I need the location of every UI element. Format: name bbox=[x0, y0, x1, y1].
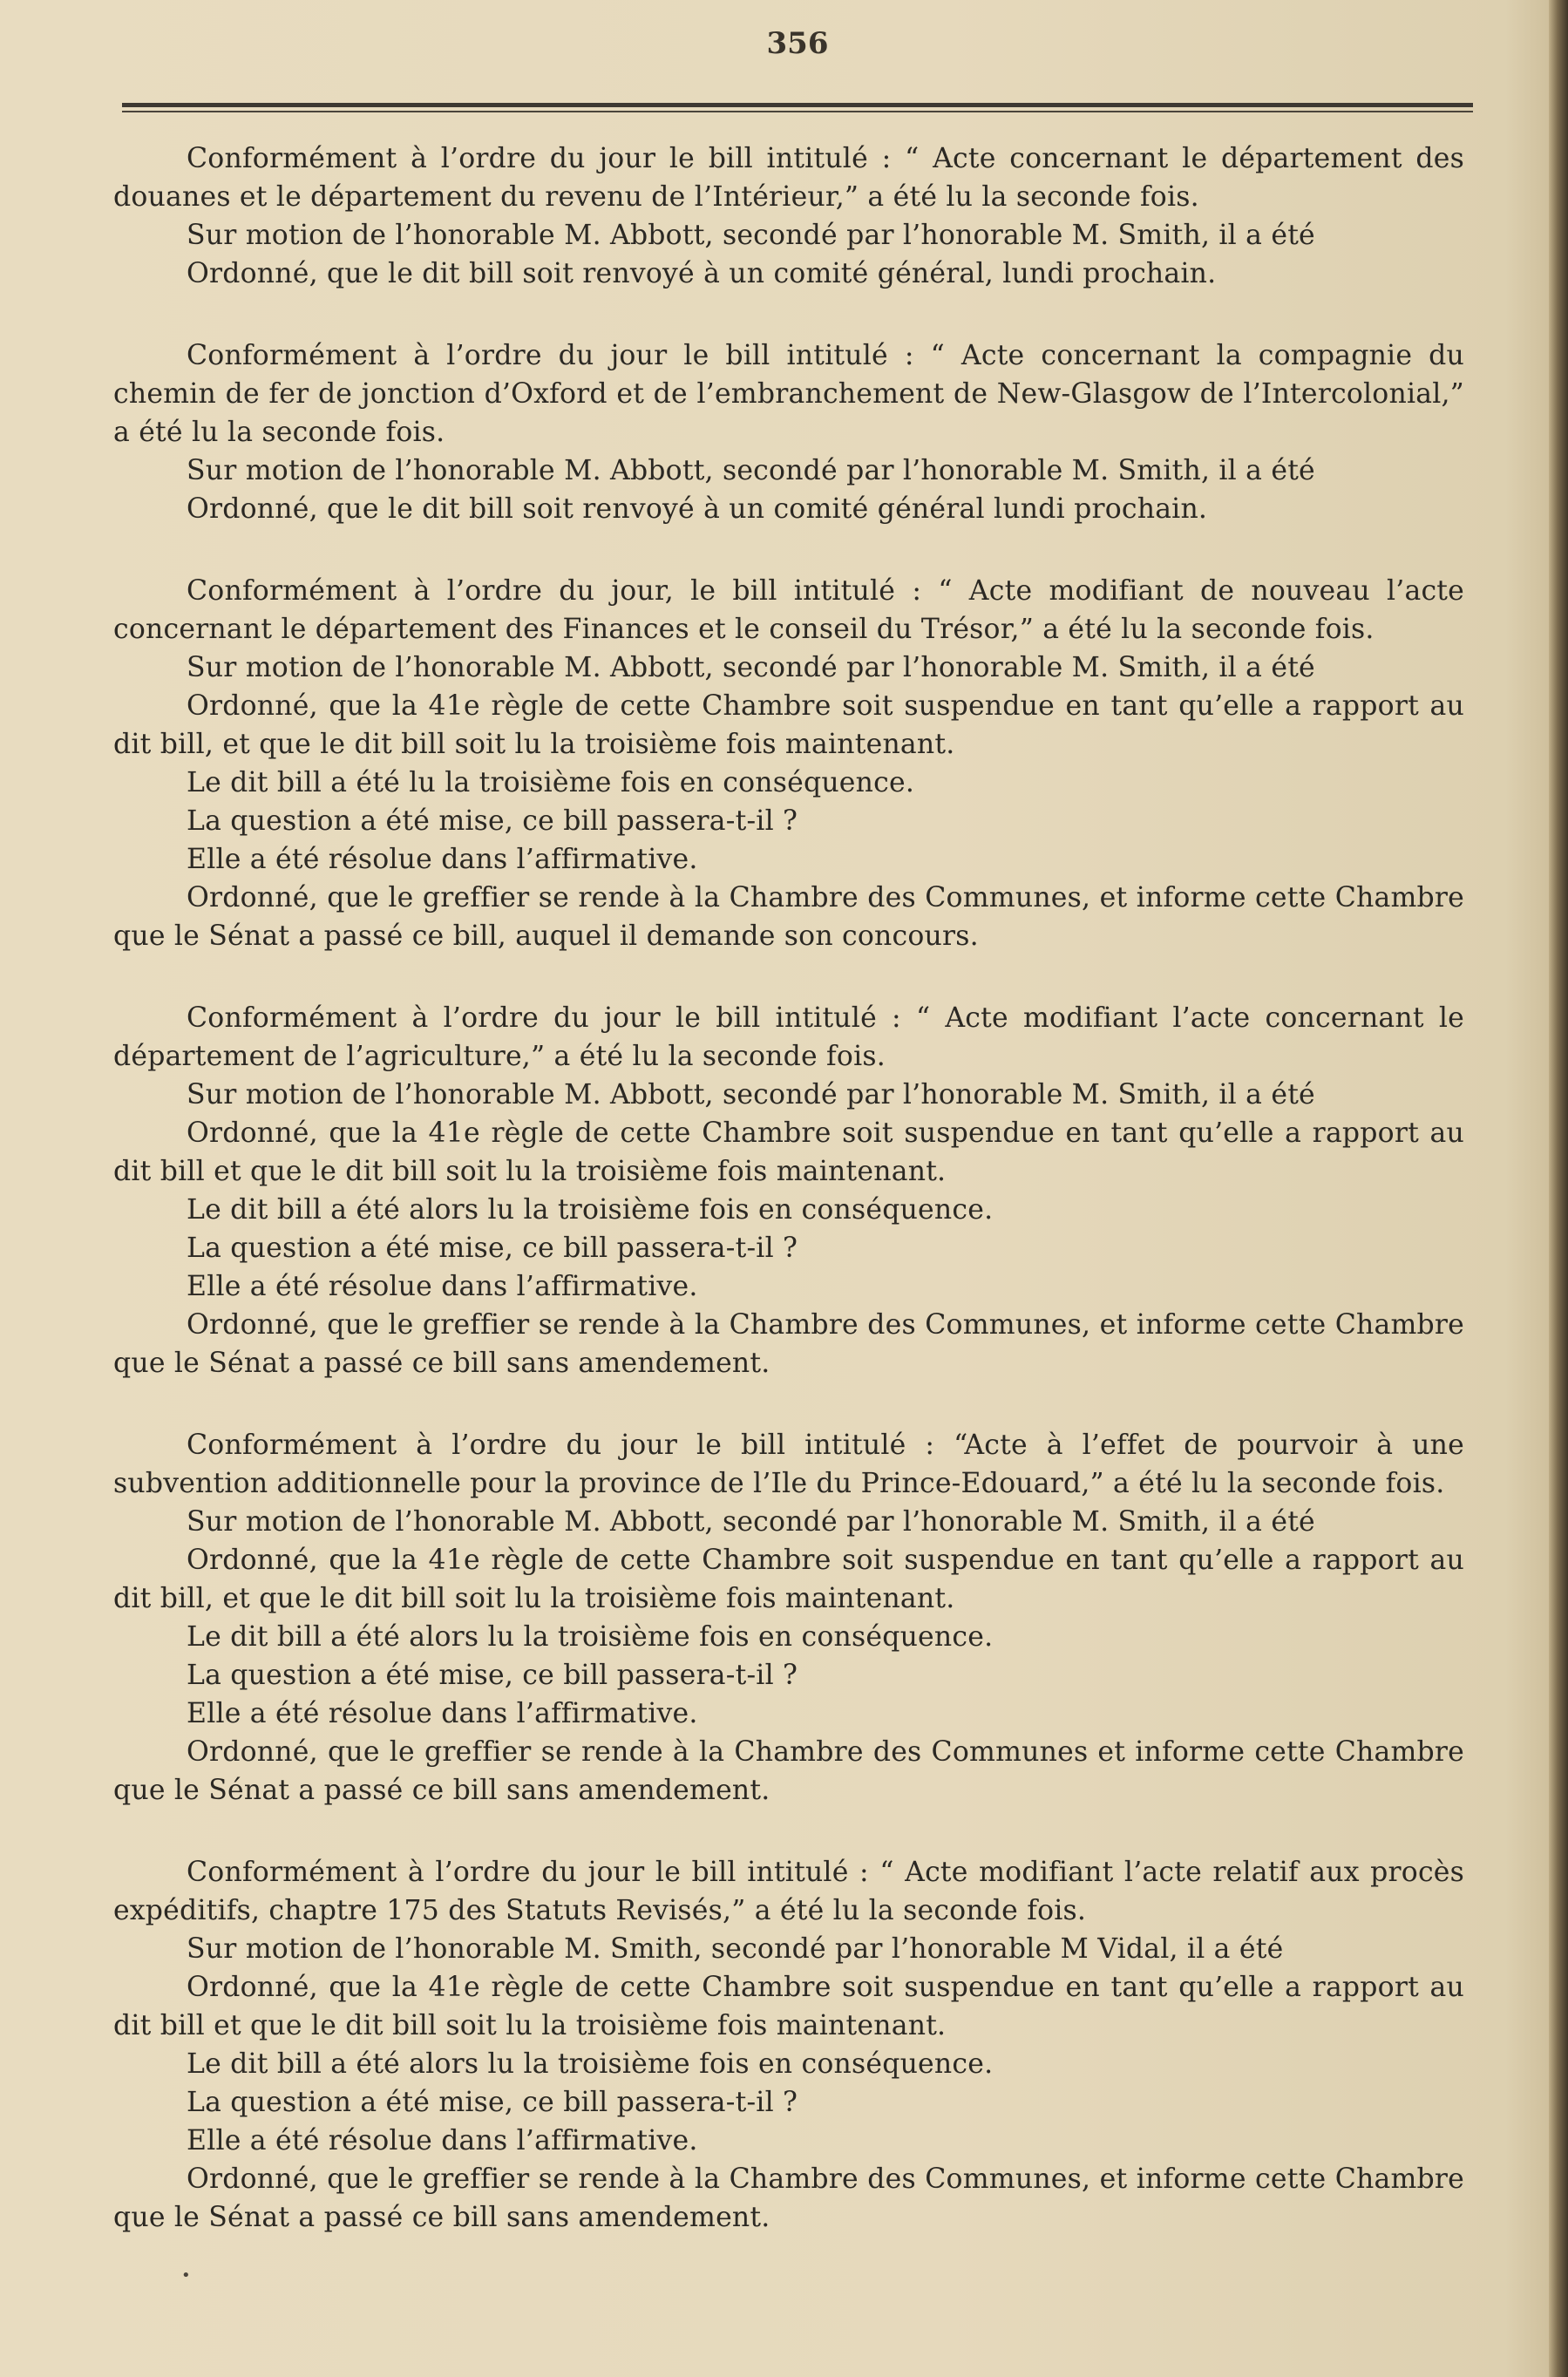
entry-paragraph: Elle a été résolue dans l’affirmative. bbox=[187, 2125, 698, 2156]
journal-entry bbox=[113, 999, 1464, 1382]
entry-paragraph: Le dit bill a été alors lu la troisième fois en conséquence. bbox=[187, 1621, 994, 1653]
entry-paragraph: Ordonné, que le dit bill soit renvoyé à un comité général lundi prochain. bbox=[187, 493, 1208, 525]
entry-paragraph: Ordonné, que le greffier se rende à la Chambre des Communes, et informe cette Chambre que le Sénat a passé ce bill sans amendement. bbox=[113, 1309, 1464, 1379]
entry-paragraph: La question a été mise, ce bill passera-t-il ? bbox=[187, 1660, 798, 1691]
entry-paragraph: Sur motion de l’honorable M. Abbott, secondé par l’honorable M. Smith, il a été bbox=[187, 652, 1315, 683]
journal-entry bbox=[113, 139, 1464, 293]
journal-entry bbox=[113, 1853, 1464, 2237]
page-edge-shadow bbox=[1549, 0, 1568, 2377]
page-number: 356 bbox=[766, 26, 829, 61]
entry-paragraph: Sur motion de l’honorable M. Smith, secondé par l’honorable M Vidal, il a été bbox=[187, 1933, 1284, 1965]
entry-paragraph: Ordonné, que la 41e règle de cette Chambre soit suspendue en tant qu’elle a rapport au dit bill et que le dit bill soit lu la troisième fois maintenant. bbox=[113, 1117, 1464, 1187]
entry-paragraph: Sur motion de l’honorable M. Abbott, secondé par l’honorable M. Smith, il a été bbox=[187, 1506, 1315, 1538]
entry-paragraph: Ordonné, que la 41e règle de cette Chambre soit suspendue en tant qu’elle a rapport au dit bill et que le dit bill soit lu la troisième fois maintenant. bbox=[113, 1972, 1464, 2041]
entry-paragraph: Ordonné, que le dit bill soit renvoyé à un comité général, lundi prochain. bbox=[187, 258, 1217, 289]
entry-paragraph: Conformément à l’ordre du jour le bill intitulé : “ Acte concernant la compagnie du chemin de fer de jonction d’Oxford et de l’embranchement de New-Glasgow de l’Intercolonial,” a été lu la seconde fois. bbox=[113, 340, 1464, 448]
entry-paragraph: Conformément à l’ordre du jour le bill intitulé : “ Acte modifiant l’acte relatif aux procès expéditifs, chaptre 175 des Statuts Revisés,” a été lu la seconde fois. bbox=[113, 1857, 1464, 1926]
entry-paragraph: Elle a été résolue dans l’affirmative. bbox=[187, 1271, 698, 1302]
entry-paragraph: Sur motion de l’honorable M. Abbott, secondé par l’honorable M. Smith, il a été bbox=[187, 1079, 1315, 1110]
entry-paragraph: Elle a été résolue dans l’affirmative. bbox=[187, 1698, 698, 1729]
header-rule-thin bbox=[122, 111, 1473, 112]
entry-paragraph: Le dit bill a été alors lu la troisième fois en conséquence. bbox=[187, 1194, 994, 1226]
entry-paragraph: Conformément à l’ordre du jour, le bill intitulé : “ Acte modifiant de nouveau l’acte concernant le département des Finances et le conseil du Trésor,” a été lu la seconde fois. bbox=[113, 575, 1464, 645]
entry-paragraph: Ordonné, que le greffier se rende à la Chambre des Communes et informe cette Chambre que le Sénat a passé ce bill sans amendement. bbox=[113, 1736, 1464, 1806]
entry-paragraph: Le dit bill a été lu la troisième fois en conséquence. bbox=[187, 767, 915, 798]
entry-paragraph: Ordonné, que la 41e règle de cette Chambre soit suspendue en tant qu’elle a rapport au dit bill, et que le dit bill soit lu la troisième fois maintenant. bbox=[113, 1545, 1464, 1614]
journal-entry bbox=[113, 572, 1464, 955]
entry-paragraph: La question a été mise, ce bill passera-t-il ? bbox=[187, 805, 798, 837]
journal-entry bbox=[113, 1426, 1464, 1810]
ink-speck: • bbox=[181, 2266, 191, 2285]
entry-paragraph: Conformément à l’ordre du jour le bill intitulé : “ Acte modifiant l’acte concernant le département de l’agriculture,” a été lu la seconde fois. bbox=[113, 1002, 1464, 1072]
entry-paragraph: Ordonné, que le greffier se rende à la Chambre des Communes, et informe cette Chambre que le Sénat a passé ce bill sans amendement. bbox=[113, 2163, 1464, 2233]
entry-paragraph: Ordonné, que le greffier se rende à la Chambre des Communes, et informe cette Chambre que le Sénat a passé ce bill, auquel il demande son concours. bbox=[113, 882, 1464, 952]
entry-paragraph: Conformément à l’ordre du jour le bill intitulé : “Acte à l’effet de pourvoir à une subvention additionnelle pour la province de l’Ile du Prince-Edouard,” a été lu la seconde fois. bbox=[113, 1430, 1464, 1499]
entry-paragraph: Ordonné, que la 41e règle de cette Chambre soit suspendue en tant qu’elle a rapport au dit bill, et que le dit bill soit lu la troisième fois maintenant. bbox=[113, 690, 1464, 760]
entry-paragraph: La question a été mise, ce bill passera-t-il ? bbox=[187, 2087, 798, 2118]
entry-paragraph: Le dit bill a été alors lu la troisième fois en conséquence. bbox=[187, 2048, 994, 2080]
entry-paragraph: Conformément à l’ordre du jour le bill intitulé : “ Acte concernant le département des douanes et le département du revenu de l’Intérieur,” a été lu la seconde fois. bbox=[113, 143, 1464, 213]
entry-paragraph: La question a été mise, ce bill passera-t-il ? bbox=[187, 1233, 798, 1264]
entry-paragraph: Sur motion de l’honorable M. Abbott, secondé par l’honorable M. Smith, il a été bbox=[187, 455, 1315, 486]
journal-body bbox=[113, 139, 1464, 2280]
entry-paragraph: Elle a été résolue dans l’affirmative. bbox=[187, 844, 698, 875]
entry-paragraph: Sur motion de l’honorable M. Abbott, secondé par l’honorable M. Smith, il a été bbox=[187, 220, 1315, 251]
journal-entry bbox=[113, 336, 1464, 528]
header-rule-thick bbox=[122, 103, 1473, 107]
header-rule bbox=[122, 103, 1473, 115]
